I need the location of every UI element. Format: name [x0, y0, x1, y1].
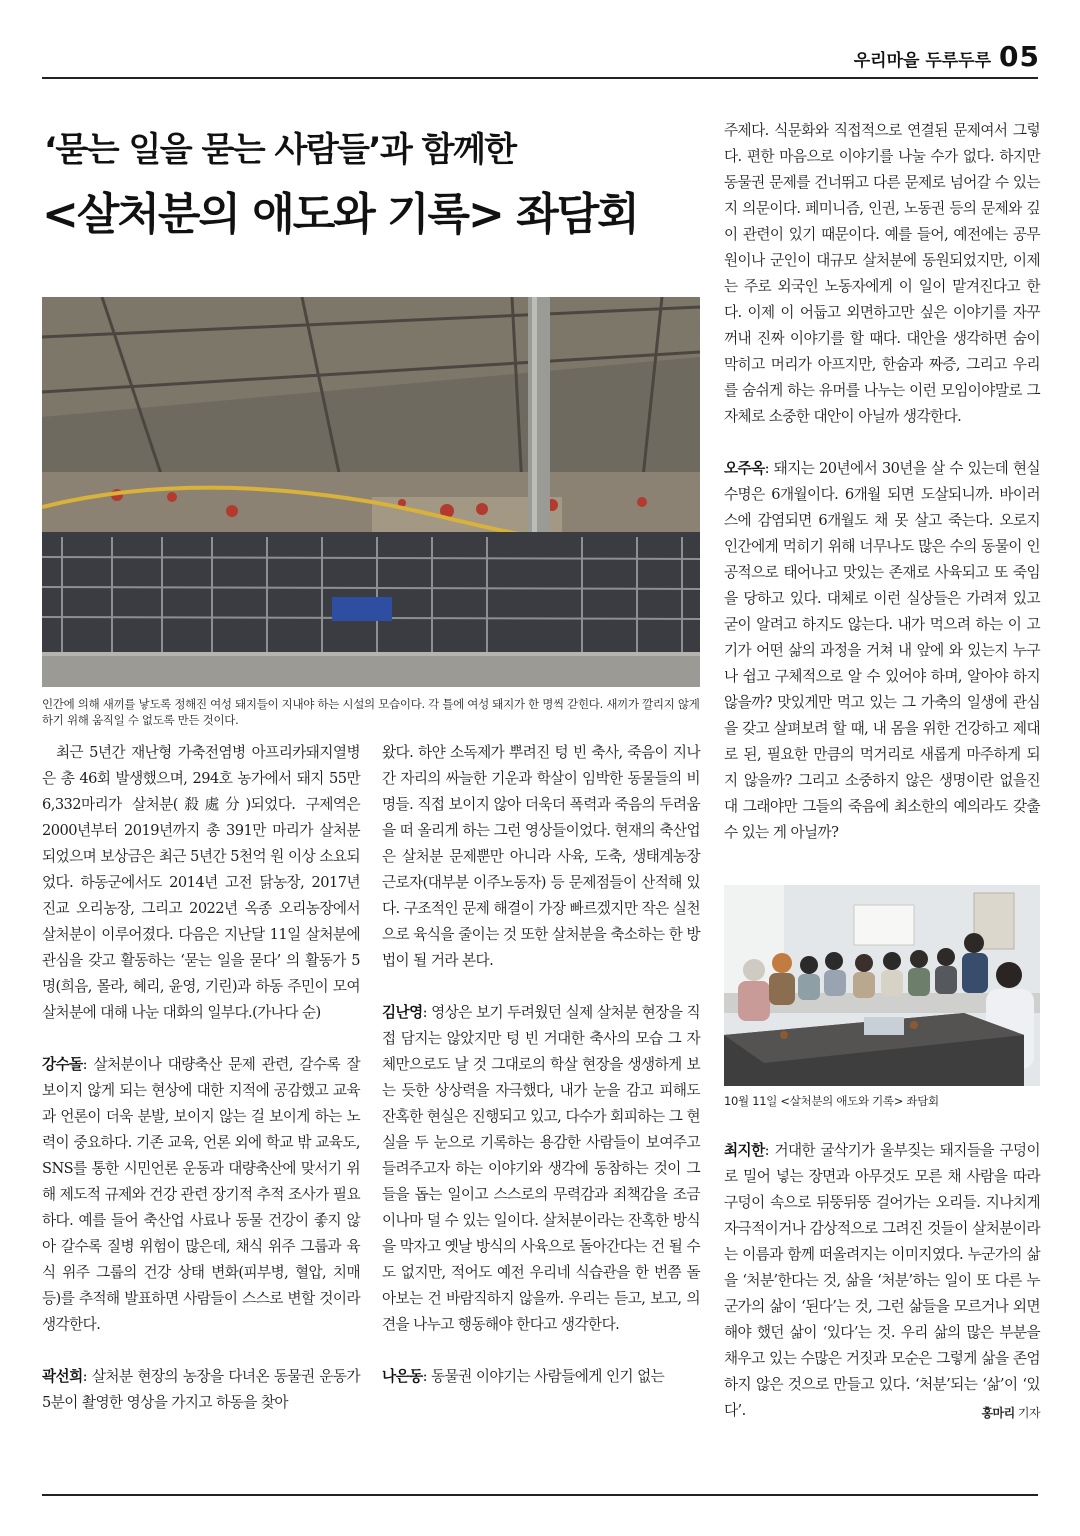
remark-paragraph: [724, 456, 1040, 846]
byline: [982, 1400, 1041, 1426]
remark-paragraph: [724, 1138, 1040, 1424]
reporter-role: 기자: [1014, 1406, 1040, 1420]
footer-rule: [42, 1494, 1038, 1496]
remark-paragraph: [42, 1364, 360, 1416]
speaker-name: 최지한: [724, 1142, 765, 1159]
remark-continuation: 왔다. 하얀 소독제가 뿌려진 텅 빈 축사, 죽음이 지나간 자리의 싸늘한 기운과 학살이 임박한 동물들의 비명들. 직접 보이지 않아 더욱더 폭력과 죽음의 두려움을 떠 올리게 하는 그런 영상들이었다. 현재의 축산업은 살처분 문제뿐만 아니라 사육, 도축, 생태계농장 근로자(대부분 이주노동자) 등 문제점들이 산적해 있다. 구조적인 문제 해결이 가장 빠르겠지만 작은 실천으로 육식을 줄이는 것 또한 살처분을 축소하는 한 방법이 될 거라 본다.: [382, 744, 700, 969]
remark-continuation: 주제다. 식문화와 직접적으로 연결된 문제여서 그렇다. 편한 마음으로 이야기를 나눌 수가 없다. 하지만 동물권 문제를 건너뛰고 다른 문제로 넘어갈 수 있는지 의문이다. 페미니즘, 인권, 노동권 등의 문제와 깊이 관련이 있기 때문이다. 예를 들어, 예전에는 공무원이나 군인이 대규모 살처분에 동원되었지만, 이제는 주로 외국인 노동자에게 이 일이 맡겨진다고 한다. 이제 이 어둡고 외면하고만 싶은 이야기를 자꾸 꺼내 진짜 이야기를 할 때다. 대안을 생각하면 숨이 막히고 머리가 아프지만, 한숨과 짜증, 그리고 우리를 숨쉬게 하는 유머를 나누는 이런 모임이야말로 그 자체로 소중한 대안이 아닐까 생각한다.: [724, 122, 1040, 425]
speaker-name: 오주옥: [724, 460, 765, 477]
article-column-3-lower: [724, 1138, 1040, 1426]
photo-caption: 10월 11일 <살처분의 애도와 기록> 좌담회: [724, 1094, 939, 1108]
photo-caption: 인간에 의해 새끼를 낳도록 정해진 여성 돼지들이 지내야 하는 시설의 모습이다. 각 틀에 여성 돼지가 한 명씩 갇힌다. 새끼가 깔리지 않게 하기 위해 움직일 수 없도록 만든 것이다.: [42, 697, 700, 727]
remark-text: : 살처분이나 대량축산 문제 관련, 갈수록 잘 보이지 않게 되는 현상에 대한 지적에 공감했고 교육과 언론이 더욱 분발, 보이지 않는 걸 보이게 하는 노력이 중요하다. 기존 교육, 언론 외에 학교 밖 교육도, SNS를 통한 시민언론 운동과 대량축산에 맞서기 위해 제도적 규제와 건강 관련 장기적 추적 조사가 필요하다. 예를 들어 축산업 사료나 동물 건강이 좋지 않아 갈수록 질병 위험이 많은데, 채식 위주 그룹과 육식 위주 그룹의 건강 상태 변화(피부병, 혈압, 치매 등)를 추적해 발표하면 사람들이 스스로 변할 것이라 생각한다.: [42, 1056, 360, 1333]
remark-paragraph: [382, 1364, 700, 1390]
pig-farm-illustration: [42, 297, 700, 687]
remark-text: : 거대한 굴삭기가 울부짖는 돼지들을 구덩이로 밀어 넣는 장면과 아무것도 모른 채 사람을 따라 구덩이 속으로 뒤뚱뒤뚱 걸어가는 오리들. 지나치게 자극적이거나 감상적으로 그려진 것들이 살처분이라는 이름과 함께 떠올려지는 이미지였다. 누군가의 삶을 ‘처분’한다는 것, 삶을 ‘처분’하는 일이 또 다른 누군가의 삶이 ‘된다’는 것, 그런 삶들을 모르거나 외면해야 했던 삶이 ‘있다’는 것. 우리 삶의 많은 부분을 채우고 있는 수많은 거짓과 모순은 그렇게 삶을 존엄하지 않은 것으로 만들고 있다. ‘처분’되는 ‘삶’이 ‘있다’.: [724, 1142, 1040, 1419]
intro-paragraph: 최근 5년간 재난형 가축전염병 아프리카돼지열병은 총 46회 발생했으며, 294호 농가에서 돼지 55만 6,332마리가 살처분(殺處分)되었다. 구제역은 2000년부터 2019년까지 총 391만 마리가 살처분되었으며 보상금은 최근 5년간 5천억 원 이상 소요되었다. 하동군에서도 2014년 고전 닭농장, 2017년 진교 오리농장, 그리고 2022년 옥종 오리농장에서 살처분이 이루어졌다. 다음은 지난달 11일 살처분에 관심을 갖고 활동하는 ‘묻는 일을 묻다’ 의 활동가 5명(희음, 몰라, 혜리, 윤영, 기린)과 하동 주민이 모여 살처분에 대해 나눈 대화의 일부다.(가나다 순): [42, 744, 360, 1021]
remark-text: : 동물권 이야기는 사람들에게 인기 없는: [422, 1368, 665, 1385]
headline-line-1: ‘묻는 일을 묻는 사람들’과 함께한: [44, 130, 516, 170]
roundtable-illustration: [724, 885, 1040, 1086]
speaker-name: 강수돌: [42, 1056, 83, 1073]
section-title: 우리마을 두루두루: [853, 51, 992, 71]
remark-text: : 돼지는 20년에서 30년을 살 수 있는데 현실 수명은 6개월이다. 6개월 되면 도살되니까. 바이러스에 감염되면 6개월도 채 못 살고 죽는다. 오로지 인간에게 먹히기 위해 너무나도 많은 수의 동물이 인공적으로 태어나고 맛있는 존재로 사육되고 또 죽임을 당하고 있다. 대체로 이런 실상들은 가려져 있고 굳이 알려고 하지도 않는다. 내가 먹으려 하는 이 고기가 어떤 삶의 과정을 거쳐 내 앞에 와 있는지 누구나 쉽고 구체적으로 알 수 있어야 하며, 알아야 하지 않을까? 맛있게만 먹고 있는 그 가축의 일생에 관심을 갖고 살펴보려 할 때, 내 몸을 위한 건강하고 제대로 된, 필요한 만큼의 먹거리로 새롭게 마주하게 되지 않을까? 그리고 소중하지 않은 생명이란 없을진대 그래야만 그들의 죽음에 최소한의 예의라도 갖출 수 있는 게 아닐까?: [724, 460, 1040, 841]
page-number: 05: [999, 40, 1040, 73]
article-column-2: [382, 740, 700, 1390]
header-rule: [42, 77, 1038, 79]
pig-farm-photo: [42, 297, 700, 687]
remark-text: : 살처분 현장의 농장을 다녀온 동물권 운동가 5분이 촬영한 영상을 가지고 하동을 찾아: [42, 1368, 360, 1411]
speaker-name: 김난영: [382, 1004, 423, 1021]
remark-paragraph: [42, 1052, 360, 1338]
article-column-3: [724, 118, 1040, 846]
remark-text: : 영상은 보기 두려웠던 실제 살처분 현장을 직접 담지는 않았지만 텅 빈 거대한 축사의 모습 그 자체만으로도 날 것 그대로의 학살 현장을 생생하게 보는 듯한 상상력을 자극했다, 내가 눈을 감고 피해도 잔혹한 현실은 진행되고 있고, 다수가 회피하는 그 현실을 두 눈으로 기록하는 용감한 사람들이 보여주고 들려주고자 하는 이야기와 생각에 동참하는 것이 그들을 돕는 일이고 스스로의 무력감과 죄책감을 조금이나마 덜 수 있는 일이다. 살처분이라는 잔혹한 방식을 막자고 옛날 방식의 사육으로 돌아간다는 건 될 수도 없지만, 적어도 예전 우리네 식습관을 한 번쯤 돌아보는 건 바람직하지 않을까. 우리는 듣고, 보고, 의견을 나누고 행동해야 한다고 생각한다.: [382, 1004, 700, 1333]
roundtable-photo: [724, 885, 1040, 1086]
speaker-name: 곽선희: [42, 1368, 83, 1385]
headline-line-2: <살처분의 애도와 기록> 좌담회: [42, 189, 638, 240]
article-column-1: [42, 740, 360, 1416]
speaker-name: 나은동: [382, 1368, 423, 1385]
page-header: [854, 40, 1040, 73]
remark-paragraph: [382, 1000, 700, 1338]
reporter-name: 홍마리: [981, 1406, 1015, 1420]
